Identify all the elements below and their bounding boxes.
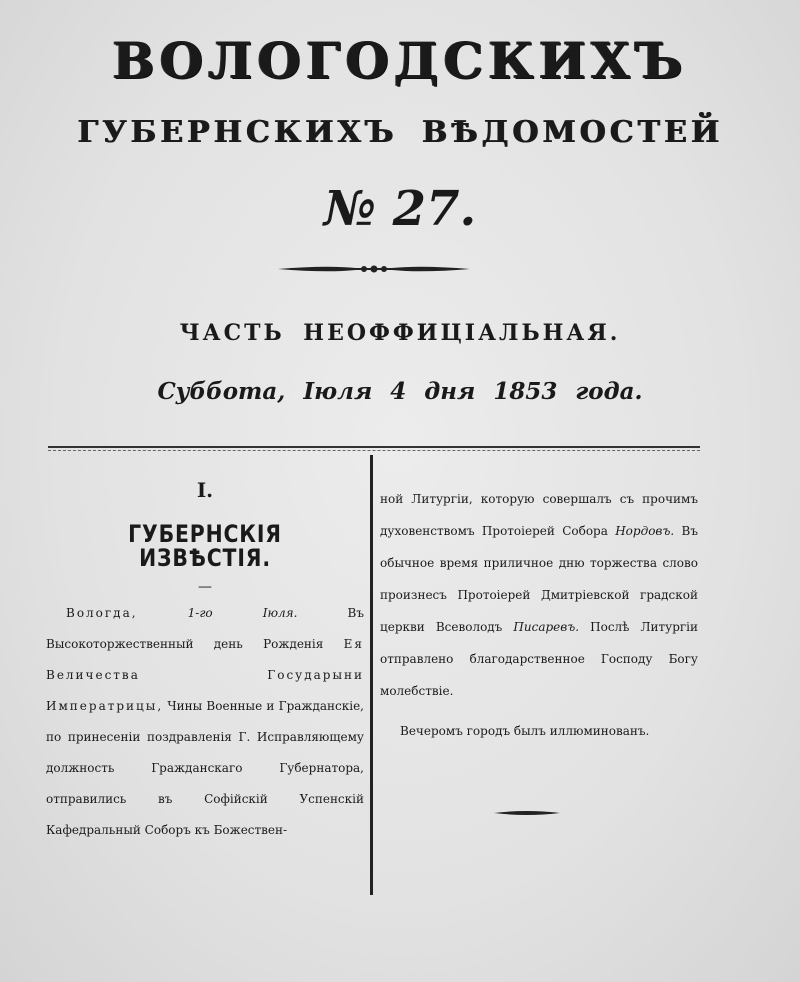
masthead-subtitle: ГУБЕРНСКИХЪ ВѢДОМОСТЕЙ <box>77 115 723 150</box>
article-text: ной Литургіи, которую совершалъ съ прочимъ духовенствомъ Протоіерей Собора <box>380 492 698 538</box>
article-text: Въ обычное время приличное дню торжества слово произнесъ Протоіерей Дмитріевской градской церкви Всеволодъ <box>380 524 698 634</box>
article-text: Чины Военные и Гражданскіе, по принесеніи поздравленія Г. Исправляющему должность Гражданскаго Губернатора, отправились въ Софійскій Успенскій Кафедральный Соборъ къ Божествен- <box>46 699 364 837</box>
majesty-title: Ея Величества Государыни Императрицы, <box>46 637 364 713</box>
section-roman-numeral: I. <box>196 478 214 502</box>
person-name: Нордовъ. <box>615 524 675 538</box>
top-rule <box>48 446 700 451</box>
end-ornament <box>494 809 560 817</box>
rubric-title: ГУБЕРНСКІЯ ИЗВѢСТІЯ. <box>128 520 282 572</box>
issue-number: № 27. <box>323 181 477 237</box>
masthead-title: ВОЛОГОДСКИХЪ <box>112 31 688 90</box>
article-place: Вологда, <box>66 606 138 620</box>
section-heading: ЧАСТЬ НЕОФФИЦІАЛЬНАЯ. <box>179 320 621 346</box>
rubric-dash: — <box>198 579 212 595</box>
ornament-divider <box>278 262 470 276</box>
article-text: Послѣ Литургіи отправлено благодарственное Господу Богу молебствіе. <box>380 620 698 698</box>
right-column <box>380 483 698 747</box>
person-name: Писаревъ. <box>513 620 580 634</box>
evening-paragraph: Вечеромъ городъ былъ иллюминованъ. <box>400 724 650 738</box>
article-date: 1-го Іюля. <box>187 606 298 620</box>
left-column <box>46 480 364 846</box>
dateline: Суббота, Іюля 4 дня 1853 года. <box>157 378 643 405</box>
article-continuation <box>380 483 698 707</box>
article-paragraph <box>46 598 364 846</box>
article-text: Въ Высокоторжественный день Рожденія <box>46 606 364 651</box>
column-divider <box>370 455 373 895</box>
